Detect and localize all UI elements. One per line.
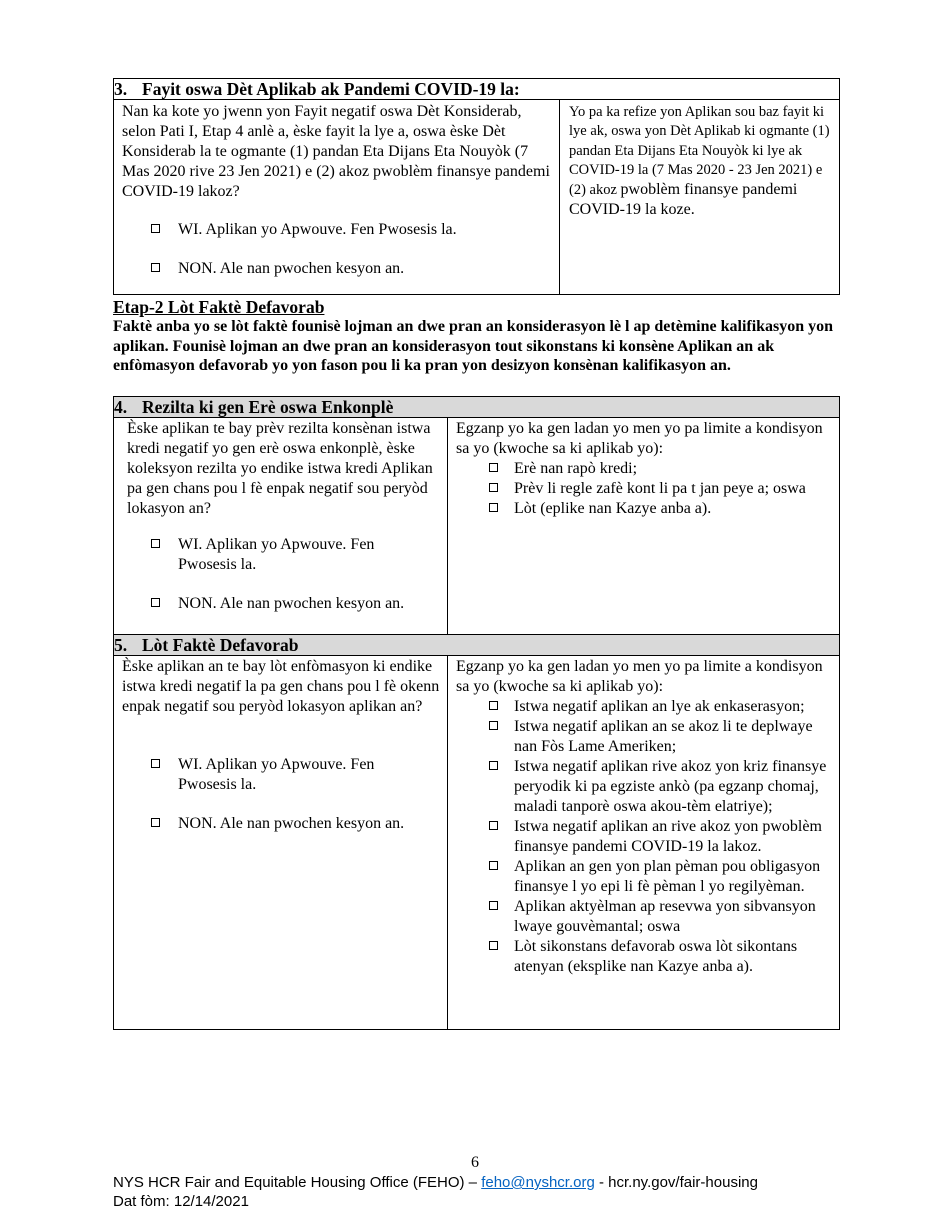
checkbox[interactable] [489,821,498,830]
section-3-question-cell [114,100,560,295]
checkbox[interactable] [151,224,160,233]
checkbox[interactable] [151,598,160,607]
section-5-examples-intro: Egzanp yo ka gen ladan yo men yo pa limite a kondisyon sa yo (kwoche sa ki aplikab yo): [456,658,823,695]
section-4-table [113,396,840,1030]
checkbox[interactable] [489,463,498,472]
example-item[interactable]: Erè nan rapò kredi; [489,459,833,479]
section-4-question: Èske aplikan te bay prèv rezilta konsènan istwa kredi negatif yo gen erè oswa enkonplè, èske koleksyon rezilta yo endike istwa kredi Aplikan pa gen chans pou l fè enpak negatif sou peryòd lokasyon an? [127,420,433,517]
checkbox[interactable] [489,901,498,910]
section-5-examples-cell [448,656,840,1030]
section-3-table [113,78,840,295]
section-3-question: Nan ka kote yo jwenn yon Fayit negatif oswa Dèt Konsiderab, selon Pati I, Etap 4 anlè a, èske fayit la lye a, oswa èske Dèt Konsiderab la te ogmante (1) pandan Eta Dijans Eta Nouyòk (7 Mas 2020 rive 23 Jen 2021) e (2) akoz pwoblèm finansye pandemi COVID-19 lakoz? [122,103,550,200]
section-5-no-option[interactable]: NON. Ale nan pwochen kesyon an. [151,814,404,834]
checkbox[interactable] [151,759,160,768]
section-3-no-option[interactable]: NON. Ale nan pwochen kesyon an. [151,259,404,279]
checkbox[interactable] [489,701,498,710]
section-4-yes-option[interactable]: WI. Aplikan yo Apwouve. Fen Pwosesis la. [151,535,411,575]
checkbox[interactable] [151,818,160,827]
email-link[interactable]: feho@nyshcr.org [481,1174,595,1191]
checkbox[interactable] [489,941,498,950]
section-4-examples-list [489,459,833,519]
checkbox[interactable] [489,503,498,512]
form-date: Dat fòm: 12/14/2021 [113,1193,249,1210]
footer [113,1173,758,1211]
section-4-title: 4. Rezilta ki gen Erè oswa Enkonplè [114,397,840,418]
footer-line-1: NYS HCR Fair and Equitable Housing Office (FEHO) – feho@nyshcr.org - hcr.ny.gov/fair-housing [113,1174,758,1191]
section-4-question-cell [114,418,448,635]
section-5-examples-list [489,697,833,977]
section-5-yes-option[interactable]: WI. Aplikan yo Apwouve. Fen Pwosesis la. [151,755,411,795]
section-3-note-cell [560,100,840,295]
section-4-examples-cell [448,418,840,635]
section-5-title: 5. Lòt Faktè Defavorab [114,635,840,656]
etap-2-paragraph: Faktè anba yo se lòt faktè founisè lojman an dwe pran an konsiderasyon lè l ap detèmine kalifikasyon yon aplikan. Founisè lojman an dwe pran an konsiderasyon tout sikonstans ki konsène Aplikan an ak enfòmasyon defavorab yo yon fason pou li ka pran yon desizyon konsènan kalifikasyon an. [113,318,834,375]
example-item[interactable]: Istwa negatif aplikan rive akoz yon kriz finansye peryodik ki pa egziste ankò (pa egzanp chomaj, maladi tanporè oswa akou-tèm elatriye); [489,757,833,817]
section-3-yes-option[interactable]: WI. Aplikan yo Apwouve. Fen Pwosesis la. [151,220,457,240]
section-3-title: 3. Fayit oswa Dèt Aplikab ak Pandemi COVID-19 la: [114,79,840,100]
etap-2-heading: Etap-2 Lòt Faktè Defavorab [113,297,325,317]
example-item[interactable]: Istwa negatif aplikan an lye ak enkaserasyon; [489,697,833,717]
section-4-no-option[interactable]: NON. Ale nan pwochen kesyon an. [151,594,404,614]
example-item[interactable]: Aplikan an gen yon plan pèman pou obligasyon finansye l yo epi li fè pèman l yo regilyèman. [489,857,833,897]
example-item[interactable]: Istwa negatif aplikan an rive akoz yon pwoblèm finansye pandemi COVID-19 la lakoz. [489,817,833,857]
page-number: 6 [471,1154,479,1171]
section-5-question: Èske aplikan an te bay lòt enfòmasyon ki endike istwa kredi negatif la pa gen chans pou l fè okenn enpak negatif sou peryòd lokasyon aplikan an? [122,658,440,715]
checkbox[interactable] [489,761,498,770]
section-5-question-cell [114,656,448,1030]
example-item[interactable]: Prèv li regle zafè kont li pa t jan peye a; oswa [489,479,833,499]
example-item[interactable]: Lòt sikonstans defavorab oswa lòt sikontans atenyan (eksplike nan Kazye anba a). [489,937,833,977]
example-item[interactable]: Lòt (eplike nan Kazye anba a). [489,499,833,519]
example-item[interactable]: Istwa negatif aplikan an se akoz li te deplwaye nan Fòs Lame Ameriken; [489,717,833,757]
section-3-note: Yo pa ka refize yon Aplikan sou baz fayit ki lye ak, oswa yon Dèt Aplikab ki ogmante (1) pandan Eta Dijans Eta Nouyòk ki lye ak COVID-19 la (7 Mas 2020 - 23 Jen 2021) e (2) akoz pwoblèm finansye pandemi COVID-19 la koze. [569,104,830,219]
checkbox[interactable] [151,263,160,272]
checkbox[interactable] [489,721,498,730]
example-item[interactable]: Aplikan aktyèlman ap resevwa yon sibvansyon lwaye gouvèmantal; oswa [489,897,833,937]
section-4-examples-intro: Egzanp yo ka gen ladan yo men yo pa limite a kondisyon sa yo (kwoche sa ki aplikab yo): [456,420,823,457]
checkbox[interactable] [489,861,498,870]
checkbox[interactable] [151,539,160,548]
checkbox[interactable] [489,483,498,492]
